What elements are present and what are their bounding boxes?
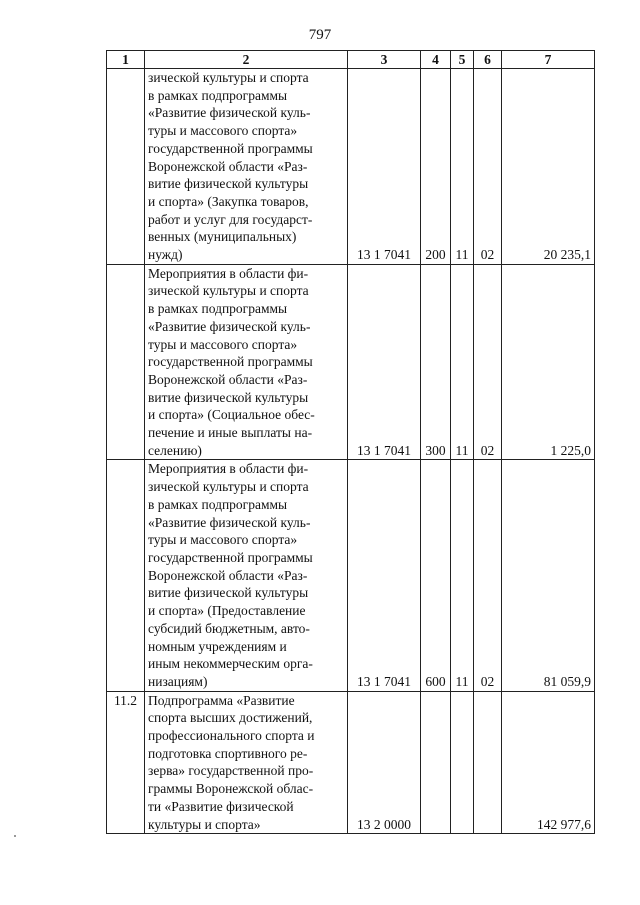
row-number: 11.2 [107, 691, 145, 834]
subsection-code [474, 691, 502, 834]
row-number [107, 69, 145, 265]
row-description: зической культуры и спорта в рамках подпрограммы «Развитие физической куль- туры и массового спорта» государственной программы Воронежской области «Раз- витие физической культуры и спорта» (Закупка товаров, работ и услуг для государст- венных (муниципальных) нужд) [145, 69, 348, 265]
row-number [107, 264, 145, 460]
header-col-4: 4 [421, 51, 451, 69]
budget-table [106, 50, 595, 834]
section-code: 11 [451, 69, 474, 265]
target-article-code: 13 2 0000 [348, 691, 421, 834]
table-row [107, 691, 595, 834]
row-description: Мероприятия в области фи- зической культуры и спорта в рамках подпрограммы «Развитие физической куль- туры и массового спорта» государственной программы Воронежской области «Раз- витие физической культуры и спорта» (Предоставление субсидий бюджетным, авто- номным учреждениям и иным некоммерческим орга- низациям) [145, 460, 348, 691]
expense-type-code: 300 [421, 264, 451, 460]
header-col-1: 1 [107, 51, 145, 69]
row-description: Подпрограмма «Развитие спорта высших достижений, профессионального спорта и подготовка спортивного ре- зерва» государственной про- граммы Воронежской облас- ти «Развитие физической культуры и спорта» [145, 691, 348, 834]
section-code: 11 [451, 460, 474, 691]
amount: 20 235,1 [502, 69, 595, 265]
header-row [107, 51, 595, 69]
subsection-code: 02 [474, 460, 502, 691]
section-code: 11 [451, 264, 474, 460]
header-col-3: 3 [348, 51, 421, 69]
header-col-5: 5 [451, 51, 474, 69]
expense-type-code: 200 [421, 69, 451, 265]
amount: 1 225,0 [502, 264, 595, 460]
page-number: 797 [308, 27, 332, 43]
target-article-code: 13 1 7041 [348, 69, 421, 265]
expense-type-code [421, 691, 451, 834]
table-row [107, 264, 595, 460]
target-article-code: 13 1 7041 [348, 460, 421, 691]
header-col-7: 7 [502, 51, 595, 69]
expense-type-code: 600 [421, 460, 451, 691]
header-col-6: 6 [474, 51, 502, 69]
scan-speck [14, 835, 16, 837]
section-code [451, 691, 474, 834]
table-row [107, 460, 595, 691]
row-number [107, 460, 145, 691]
amount: 142 977,6 [502, 691, 595, 834]
header-col-2: 2 [145, 51, 348, 69]
table-row [107, 69, 595, 265]
subsection-code: 02 [474, 264, 502, 460]
target-article-code: 13 1 7041 [348, 264, 421, 460]
subsection-code: 02 [474, 69, 502, 265]
amount: 81 059,9 [502, 460, 595, 691]
row-description: Мероприятия в области фи- зической культуры и спорта в рамках подпрограммы «Развитие физической куль- туры и массового спорта» государственной программы Воронежской области «Раз- витие физической культуры и спорта» (Социальное обес- печение и иные выплаты на- селению) [145, 264, 348, 460]
